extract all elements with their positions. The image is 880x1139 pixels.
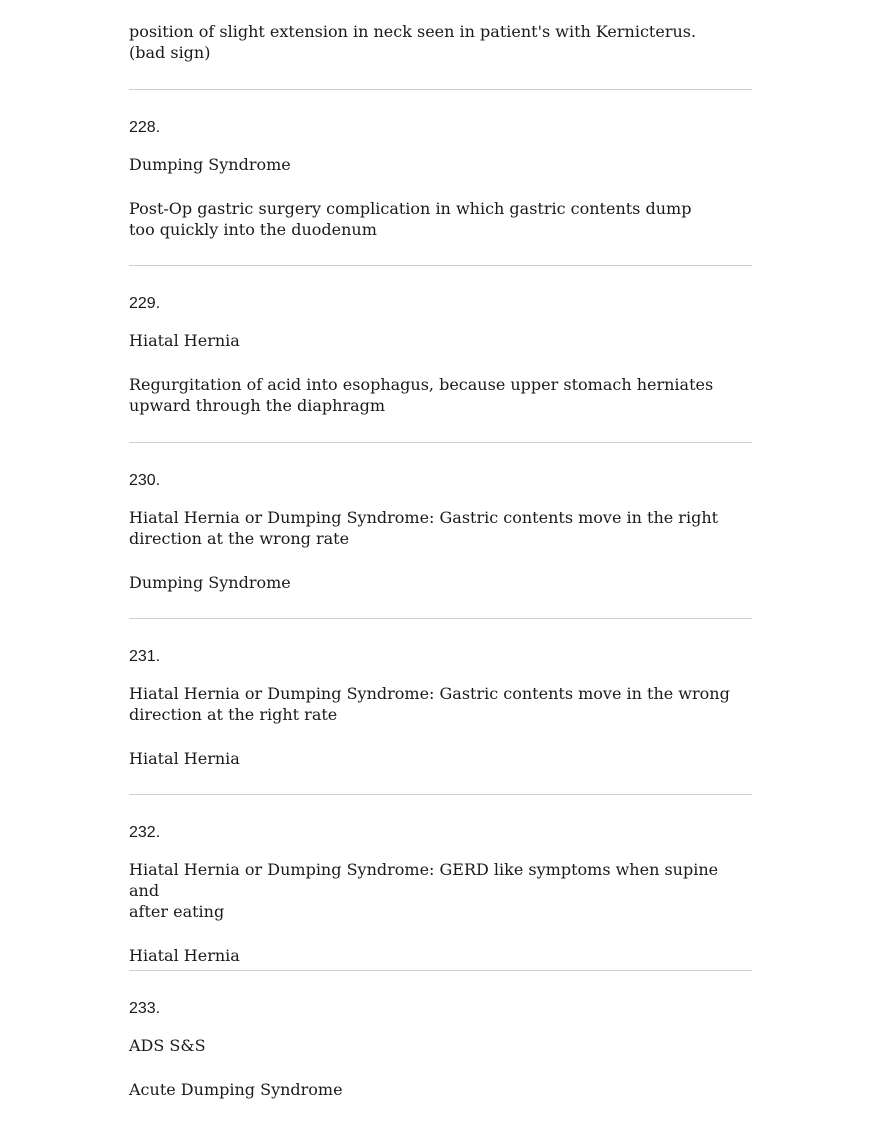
card-definition: Dumping Syndrome [129,573,291,592]
card-definition: Post-Op gastric surgery complication in which gastric contents dump too quickly into the duodenum [129,199,692,239]
card-term: Hiatal Hernia or Dumping Syndrome: GERD like symptoms when supine and after eating [129,860,719,921]
card-divider [129,89,752,90]
card-term: ADS S&S [129,1036,206,1055]
card-divider [129,970,752,971]
card-definition: Regurgitation of acid into esophagus, because upper stomach herniates upward through the diaphragm [129,375,714,415]
card-term: Hiatal Hernia [129,331,240,350]
flashcard-list [129,0,752,1099]
card-divider [129,794,752,795]
card-232 [129,822,752,966]
card-term: Hiatal Hernia or Dumping Syndrome: Gastric contents move in the wrong direction at the right rate [129,684,730,724]
card-definition: Hiatal Hernia [129,946,240,965]
card-230 [129,470,752,593]
card-number: 228. [129,119,161,136]
card-divider [129,265,752,266]
card-229 [129,293,752,416]
card-term: Hiatal Hernia or Dumping Syndrome: Gastric contents move in the right direction at the wrong rate [129,508,719,548]
card-divider [129,442,752,443]
card-number: 230. [129,472,161,489]
card-definition: Hiatal Hernia [129,749,240,768]
card-228 [129,117,752,240]
card-definition: Acute Dumping Syndrome [129,1080,343,1099]
card-number: 229. [129,295,161,312]
card-number: 232. [129,824,161,841]
card-term: Dumping Syndrome [129,155,291,174]
card-divider [129,618,752,619]
card-231 [129,646,752,769]
card-233 [129,998,752,1100]
card-number: 233. [129,1000,161,1017]
previous-card-definition: position of slight extension in neck seen in patient's with Kernicterus. (bad sign) [129,22,697,62]
card-number: 231. [129,648,161,665]
